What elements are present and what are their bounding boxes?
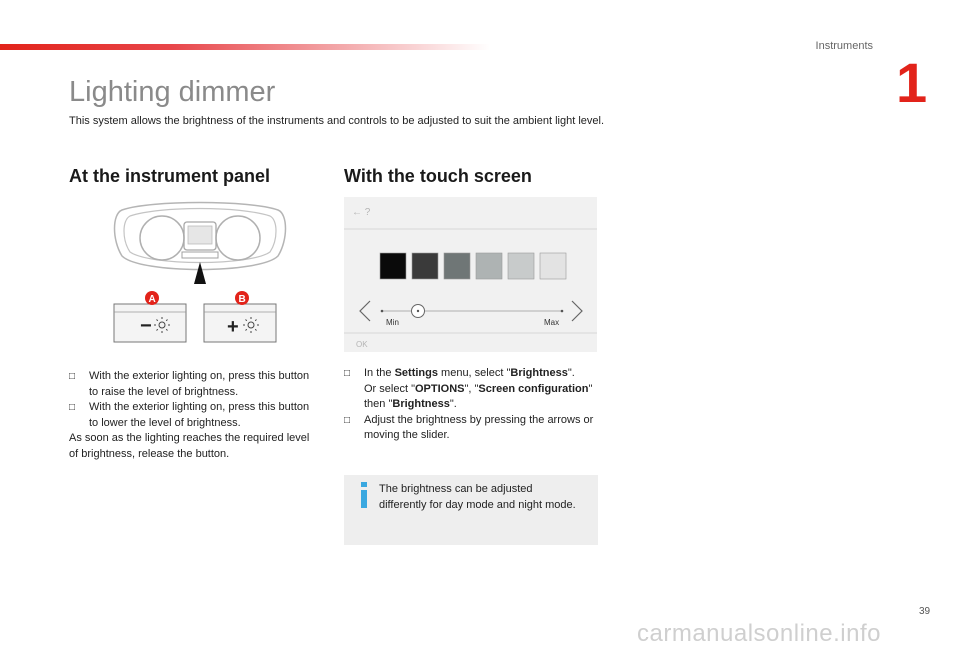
page-number: 39 xyxy=(919,606,931,617)
brightness-swatch[interactable] xyxy=(476,253,502,279)
watermark: carmanualsonline.info xyxy=(637,620,881,647)
instrument-panel-heading: At the instrument panel xyxy=(69,166,271,186)
list-item: □ With the exterior lighting on, press this button to raise the level of brightness. xyxy=(69,370,310,398)
max-label: Max xyxy=(544,318,560,327)
brightness-swatch[interactable] xyxy=(508,253,534,279)
checkbox-bullet-icon: □ xyxy=(69,371,76,382)
header-accent-bar xyxy=(0,44,490,50)
page-title: Lighting dimmer xyxy=(69,76,276,108)
checkbox-bullet-icon: □ xyxy=(344,414,351,426)
arrow-right-icon xyxy=(572,301,582,321)
brightness-swatch[interactable] xyxy=(412,253,438,279)
checkbox-bullet-icon: □ xyxy=(69,402,76,413)
checkbox-bullet-icon: □ xyxy=(344,368,351,379)
min-label: Min xyxy=(386,318,399,327)
brightness-swatch[interactable] xyxy=(540,253,566,279)
arrow-left-icon xyxy=(360,301,370,321)
touch-screen-heading: With the touch screen xyxy=(344,166,532,186)
info-text: The brightness can be adjusted differently for day mode and night mode. xyxy=(379,483,576,511)
left-instructions xyxy=(69,369,314,462)
ok-label: OK xyxy=(356,340,368,349)
pointer-arrow xyxy=(194,262,206,284)
chapter-number: 1 xyxy=(896,51,928,114)
right-instructions xyxy=(344,366,606,444)
info-icon xyxy=(358,482,370,508)
instrument-panel-illustration xyxy=(110,200,290,346)
back-arrow-label: ← ? xyxy=(352,207,371,218)
info-box xyxy=(344,475,598,545)
minus-symbol: − xyxy=(140,315,152,337)
list-item: □ Adjust the brightness by pressing the arrows or moving the slider. xyxy=(344,413,594,441)
release-note: As soon as the lighting reaches the required level of brightness, release the button. xyxy=(69,432,310,460)
brightness-swatch[interactable] xyxy=(380,253,406,279)
label-a: A xyxy=(148,294,156,305)
touch-screen-illustration xyxy=(344,197,597,352)
plus-symbol: + xyxy=(227,316,239,338)
list-item: □ In the Settings menu, select "Brightness". Or select "OPTIONS", "Screen configuration" then "Brightness". xyxy=(344,367,593,410)
section-title: Instruments xyxy=(815,40,873,52)
list-item: □ With the exterior lighting on, press this button to lower the level of brightness. xyxy=(69,401,310,429)
brightness-swatch[interactable] xyxy=(444,253,470,279)
label-b: B xyxy=(238,294,246,305)
intro-paragraph: This system allows the brightness of the instruments and controls to be adjusted to suit the ambient light level. xyxy=(69,115,604,127)
